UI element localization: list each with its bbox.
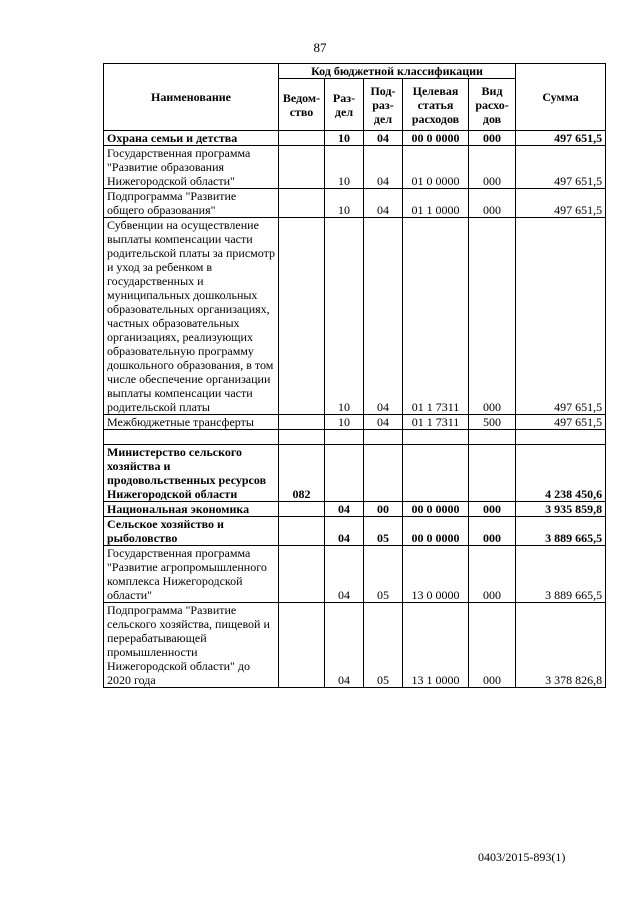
cell-celevaya xyxy=(403,445,469,502)
table-row xyxy=(104,445,606,502)
header-summa: Сумма xyxy=(516,64,606,131)
cell-vid: 000 xyxy=(469,146,516,189)
table-row xyxy=(104,146,606,189)
cell-podrazdel: 05 xyxy=(364,546,403,603)
cell-razdel: 10 xyxy=(325,415,364,430)
table-row xyxy=(104,430,606,445)
table-row xyxy=(104,502,606,517)
table-row xyxy=(104,189,606,218)
cell-summa: 497 651,5 xyxy=(516,131,606,146)
cell-name: Национальная экономика xyxy=(104,502,279,517)
cell-vedomstvo xyxy=(279,603,325,688)
cell-celevaya: 01 1 7311 xyxy=(403,415,469,430)
header-podrazdel: Под-раз-дел xyxy=(364,79,403,131)
cell-vid: 000 xyxy=(469,603,516,688)
cell-celevaya: 01 1 7311 xyxy=(403,218,469,415)
cell-name: Сельское хозяйство и рыболовство xyxy=(104,517,279,546)
table-row xyxy=(104,517,606,546)
table-row xyxy=(104,131,606,146)
cell-vid: 000 xyxy=(469,218,516,415)
cell-celevaya: 00 0 0000 xyxy=(403,517,469,546)
table-body xyxy=(104,131,606,688)
header-vedomstvo: Ведом-ство xyxy=(279,79,325,131)
cell-summa: 497 651,5 xyxy=(516,415,606,430)
cell-vedomstvo: 082 xyxy=(279,445,325,502)
cell-celevaya: 01 1 0000 xyxy=(403,189,469,218)
cell-podrazdel: 04 xyxy=(364,131,403,146)
document-code: 0403/2015-893(1) xyxy=(478,850,566,864)
table-row xyxy=(104,218,606,415)
page-number: 87 xyxy=(313,40,327,55)
cell-celevaya: 00 0 0000 xyxy=(403,131,469,146)
cell-podrazdel xyxy=(364,445,403,502)
cell-razdel: 04 xyxy=(325,603,364,688)
header-celevaya: Целевая статья расходов xyxy=(403,79,469,131)
cell-name: Государственная программа "Развитие образования Нижегородской области" xyxy=(104,146,279,189)
cell-podrazdel: 00 xyxy=(364,502,403,517)
header-name: Наименование xyxy=(104,64,279,131)
cell-summa: 3 378 826,8 xyxy=(516,603,606,688)
cell-vid: 500 xyxy=(469,415,516,430)
cell-celevaya xyxy=(403,430,469,445)
budget-table xyxy=(103,63,606,688)
cell-razdel: 04 xyxy=(325,546,364,603)
cell-vid: 000 xyxy=(469,502,516,517)
cell-name xyxy=(104,430,279,445)
cell-name: Министерство сельского хозяйства и продовольственных ресурсов Нижегородской области xyxy=(104,445,279,502)
cell-summa: 497 651,5 xyxy=(516,146,606,189)
cell-summa: 3 889 665,5 xyxy=(516,546,606,603)
cell-summa: 497 651,5 xyxy=(516,189,606,218)
cell-vedomstvo xyxy=(279,189,325,218)
cell-razdel: 10 xyxy=(325,218,364,415)
cell-vedomstvo xyxy=(279,131,325,146)
cell-vedomstvo xyxy=(279,146,325,189)
cell-summa: 3 935 859,8 xyxy=(516,502,606,517)
cell-vid xyxy=(469,430,516,445)
cell-razdel: 10 xyxy=(325,131,364,146)
cell-razdel: 04 xyxy=(325,502,364,517)
cell-celevaya: 13 1 0000 xyxy=(403,603,469,688)
cell-podrazdel: 04 xyxy=(364,218,403,415)
cell-name: Межбюджетные трансферты xyxy=(104,415,279,430)
cell-razdel xyxy=(325,445,364,502)
cell-razdel: 10 xyxy=(325,146,364,189)
cell-vid: 000 xyxy=(469,131,516,146)
cell-celevaya: 13 0 0000 xyxy=(403,546,469,603)
cell-celevaya: 01 0 0000 xyxy=(403,146,469,189)
cell-name: Подпрограмма "Развитие общего образования" xyxy=(104,189,279,218)
cell-name: Государственная программа "Развитие агропромышленного комплекса Нижегородской области" xyxy=(104,546,279,603)
cell-vid: 000 xyxy=(469,189,516,218)
cell-vedomstvo xyxy=(279,430,325,445)
header-vid: Вид расхо-дов xyxy=(469,79,516,131)
cell-vedomstvo xyxy=(279,546,325,603)
header-code-group: Код бюджетной классификации xyxy=(279,64,516,79)
cell-vedomstvo xyxy=(279,415,325,430)
cell-podrazdel: 04 xyxy=(364,189,403,218)
cell-name: Охрана семьи и детства xyxy=(104,131,279,146)
header-razdel: Раз-дел xyxy=(325,79,364,131)
cell-podrazdel: 04 xyxy=(364,415,403,430)
cell-razdel xyxy=(325,430,364,445)
cell-summa: 3 889 665,5 xyxy=(516,517,606,546)
cell-vid: 000 xyxy=(469,546,516,603)
cell-summa: 4 238 450,6 xyxy=(516,445,606,502)
cell-vid: 000 xyxy=(469,517,516,546)
cell-podrazdel: 05 xyxy=(364,517,403,546)
cell-vedomstvo xyxy=(279,517,325,546)
cell-summa: 497 651,5 xyxy=(516,218,606,415)
cell-podrazdel: 04 xyxy=(364,146,403,189)
cell-vedomstvo xyxy=(279,218,325,415)
cell-name: Подпрограмма "Развитие сельского хозяйства, пищевой и перерабатывающей промышленности Нижегородской области" до 2020 года xyxy=(104,603,279,688)
cell-summa xyxy=(516,430,606,445)
cell-name: Субвенции на осуществление выплаты компенсации части родительской платы за присмотр и уход за ребенком в государственных и муниципальных дошкольных образовательных организациях, частных образовательных организациях, реализующих образовательную программу дошкольного образования, в том числе обеспечение организации выплаты компенсации части родительской платы xyxy=(104,218,279,415)
cell-razdel: 10 xyxy=(325,189,364,218)
cell-podrazdel xyxy=(364,430,403,445)
cell-podrazdel: 05 xyxy=(364,603,403,688)
cell-celevaya: 00 0 0000 xyxy=(403,502,469,517)
table-row xyxy=(104,546,606,603)
cell-vedomstvo xyxy=(279,502,325,517)
cell-razdel: 04 xyxy=(325,517,364,546)
table-row xyxy=(104,603,606,688)
cell-vid xyxy=(469,445,516,502)
table-row xyxy=(104,415,606,430)
